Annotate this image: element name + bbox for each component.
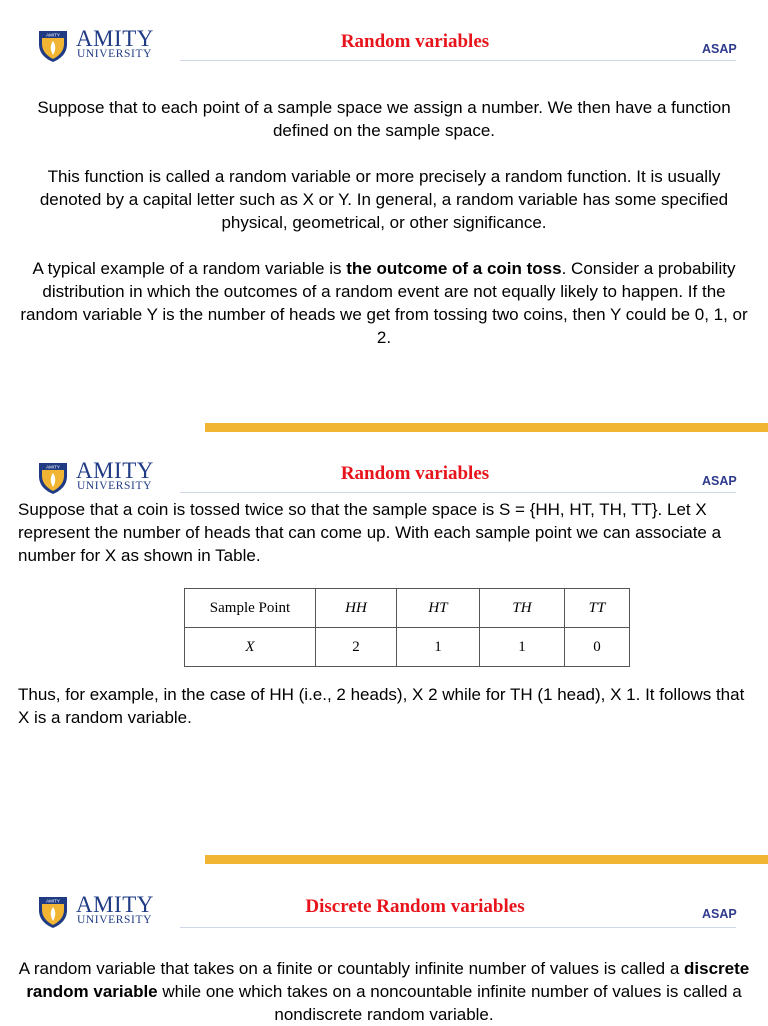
asap-tag: ASAP bbox=[702, 474, 737, 488]
paragraph: Suppose that a coin is tossed twice so that the sample space is S = {HH, HT, TH, TT}. Let X represent the number of heads that can come up. With each sample point we can associate a number for X as shown in Table. bbox=[18, 500, 722, 565]
svg-text:AMITY: AMITY bbox=[46, 464, 60, 470]
logo-subtitle: UNIVERSITY bbox=[77, 480, 152, 492]
slide-title: Random variables bbox=[340, 463, 490, 484]
table-cell: 0 bbox=[565, 628, 630, 667]
svg-text:AMITY: AMITY bbox=[46, 32, 60, 38]
table-cell: TH bbox=[480, 589, 565, 628]
svg-text:AMITY: AMITY bbox=[46, 898, 60, 904]
bold-phrase: the outcome of a coin toss bbox=[346, 259, 562, 278]
header-divider bbox=[180, 927, 736, 928]
table-cell: 2 bbox=[316, 628, 397, 667]
paragraph: This function is called a random variable or more precisely a random function. It is usually denoted by a capital letter such as X or Y. In general, a random variable has some specified physical, geometrical, or other significance. bbox=[39, 167, 729, 232]
asap-tag: ASAP bbox=[702, 907, 737, 921]
logo-name: AMITY bbox=[76, 892, 154, 917]
shield-icon bbox=[36, 895, 70, 929]
asap-tag: ASAP bbox=[702, 42, 737, 56]
logo-subtitle: UNIVERSITY bbox=[77, 48, 152, 60]
paragraph: Suppose that to each point of a sample space we assign a number. We then have a function defined on the sample space. bbox=[37, 98, 731, 140]
amity-logo bbox=[36, 892, 176, 929]
paragraph: A typical example of a random variable is the outcome of a coin toss. Consider a probability distribution in which the outcomes of a random event are not equally likely to happen. If the random variable Y is the number of heads we get from tossing two coins, then Y could be 0, 1, or 2. bbox=[20, 259, 748, 347]
table-cell: HT bbox=[397, 589, 480, 628]
slide-title: Random variables bbox=[340, 31, 490, 52]
table-cell: 1 bbox=[397, 628, 480, 667]
paragraph: Thus, for example, in the case of HH (i.e., 2 heads), X 2 while for TH (1 head), X 1. It follows that X is a random variable. bbox=[18, 685, 745, 727]
logo-name: AMITY bbox=[76, 26, 154, 51]
bold-phrase: discrete random variable bbox=[26, 959, 750, 1001]
table-cell: HH bbox=[316, 589, 397, 628]
slide-title: Discrete Random variables bbox=[305, 896, 525, 917]
paragraph: A random variable that takes on a finite or countably infinite number of values is called a discrete random variable while one which takes on a noncountable infinite number of values is called a nondiscrete random variable. bbox=[18, 959, 750, 1024]
table-cell: X bbox=[185, 628, 316, 667]
logo-subtitle: UNIVERSITY bbox=[77, 914, 152, 926]
logo-name: AMITY bbox=[76, 458, 154, 483]
table-cell: Sample Point bbox=[185, 589, 316, 628]
table-cell: 1 bbox=[480, 628, 565, 667]
table-cell: TT bbox=[565, 589, 630, 628]
